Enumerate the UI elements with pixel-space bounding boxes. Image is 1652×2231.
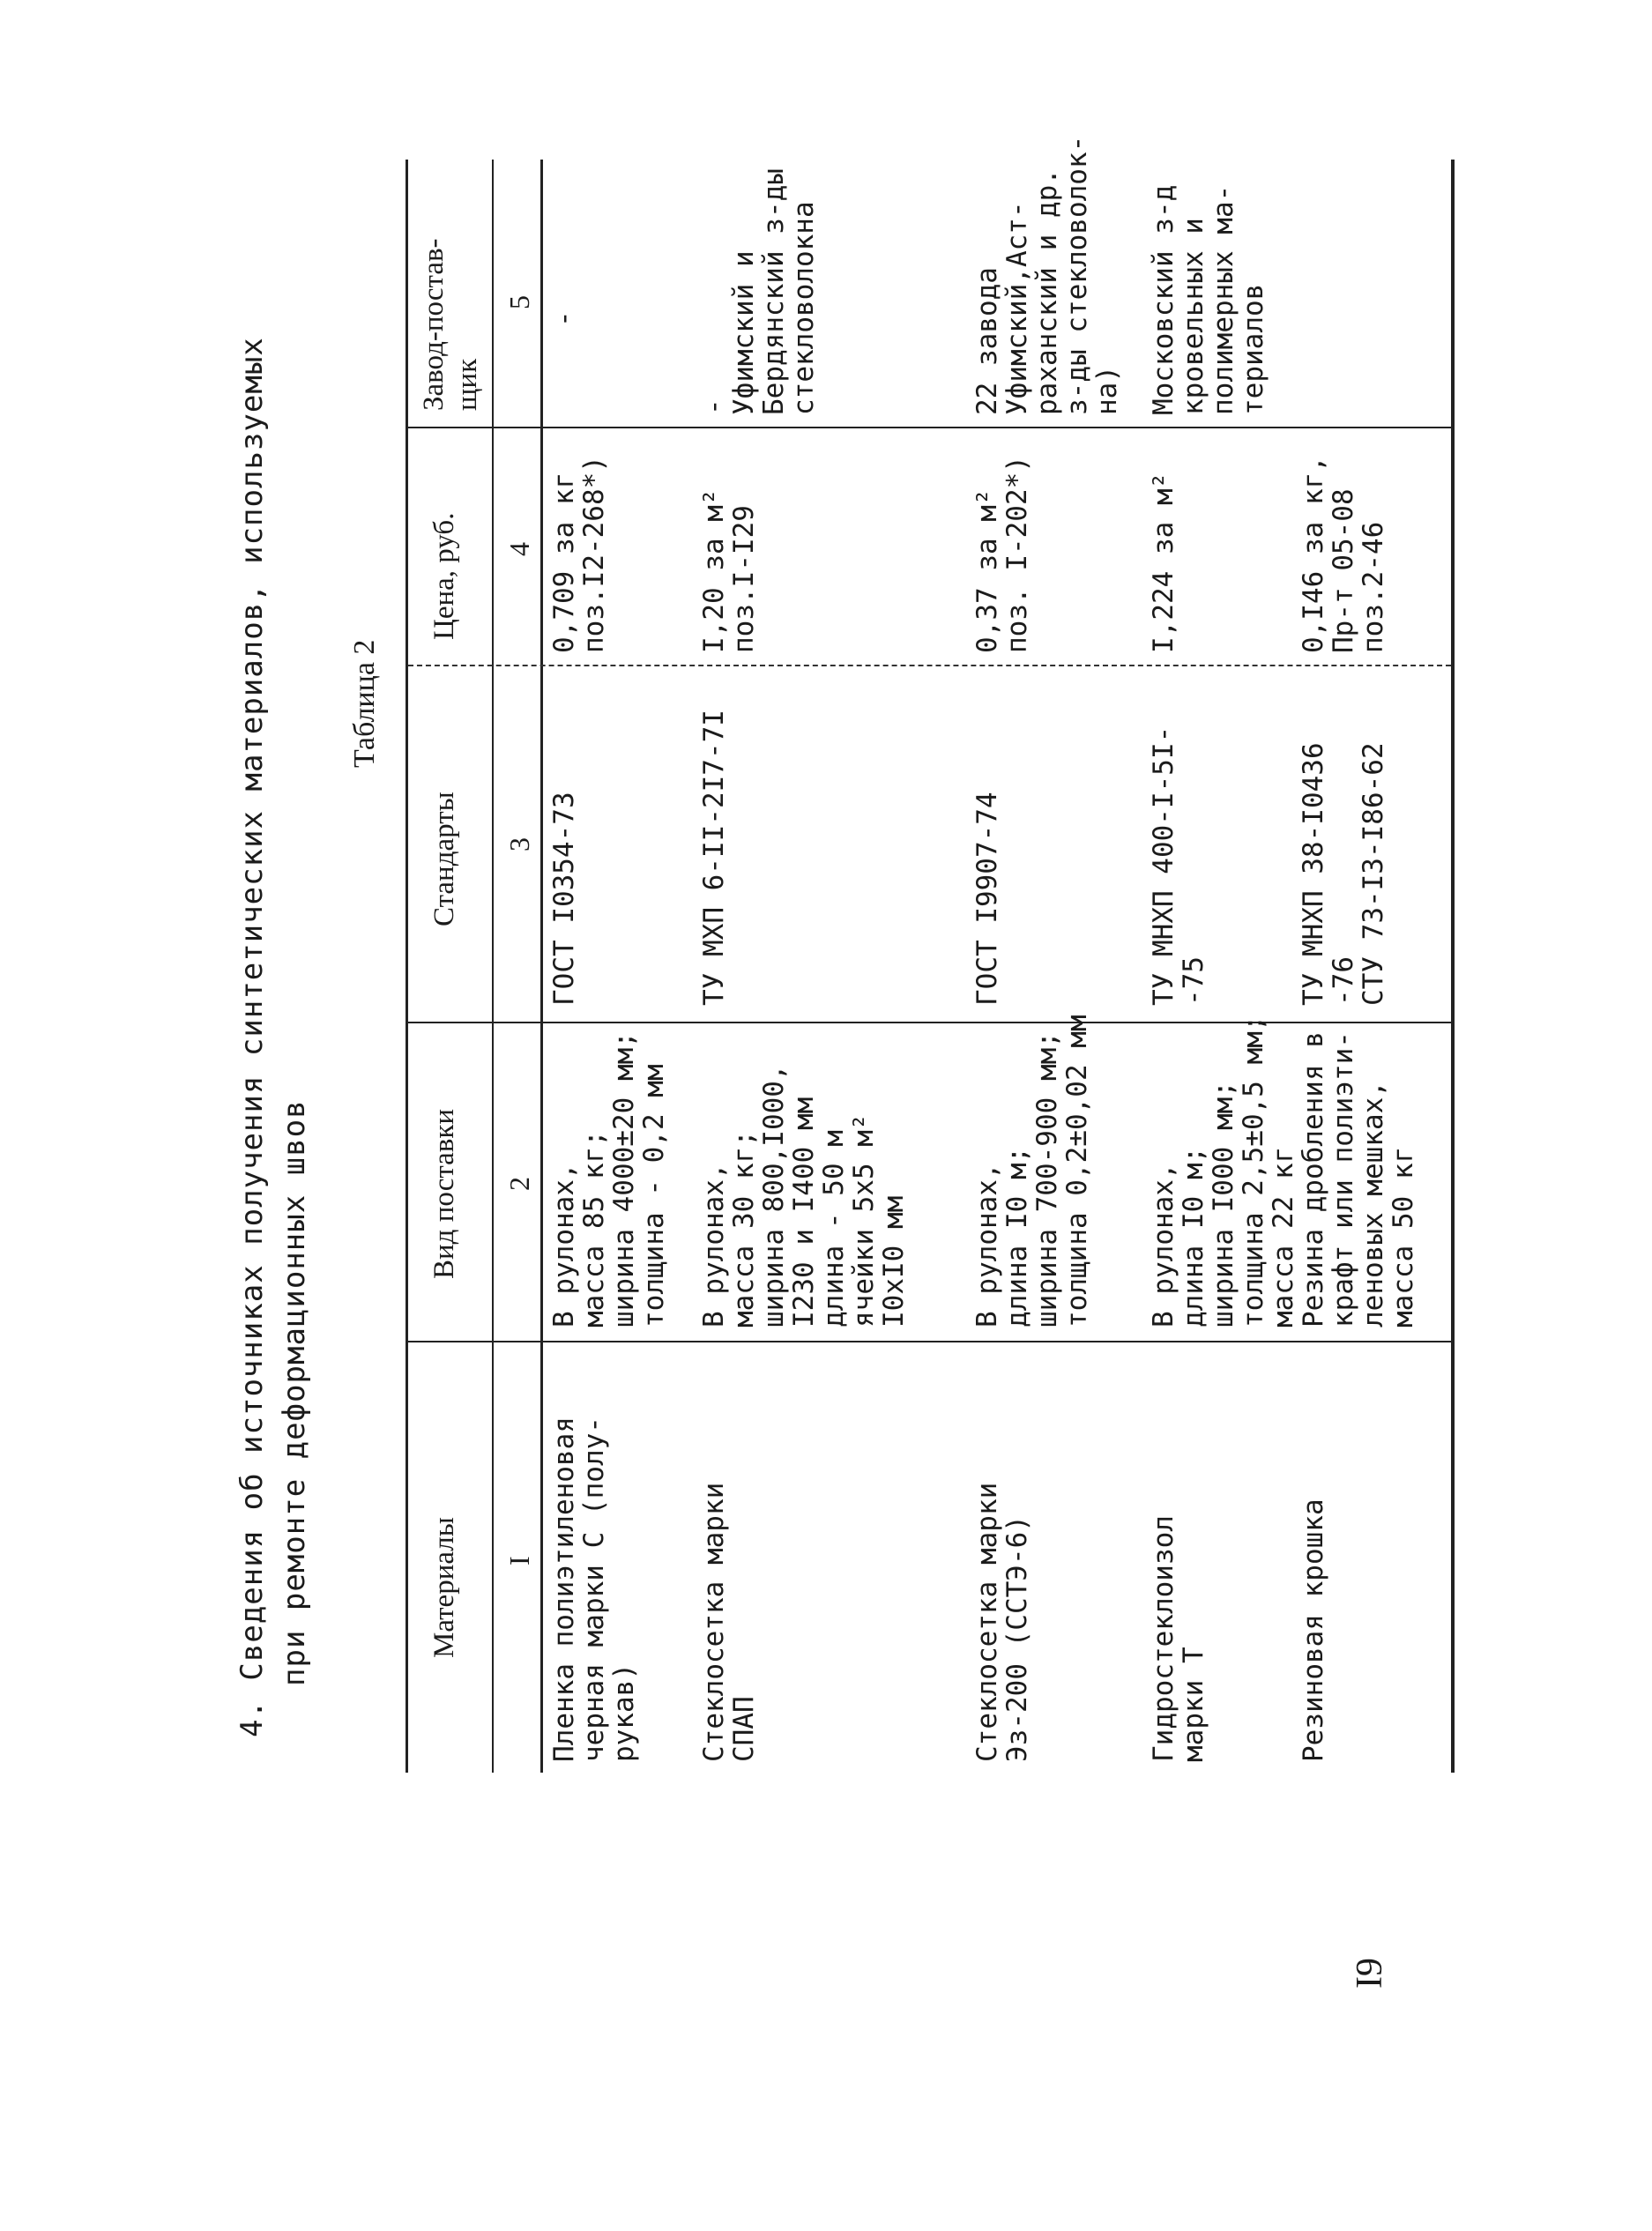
row4-price: I,224 за м² bbox=[1148, 472, 1179, 653]
row3-standard: ГОСТ I9907-74 bbox=[971, 792, 1003, 1006]
row1-supplier: - bbox=[548, 310, 580, 327]
header-price: Цена, руб. bbox=[428, 512, 460, 640]
header-materials: Материалы bbox=[428, 1517, 460, 1658]
column-divider bbox=[408, 1341, 1451, 1342]
header-standards: Стандарты bbox=[428, 792, 460, 926]
header-supplier: Завод-постав- щик bbox=[418, 238, 483, 411]
column-number: 3 bbox=[503, 837, 535, 851]
row4-supplier: Московский з-д кровельных и полимерных ма- териалов bbox=[1148, 184, 1269, 415]
heading-line-1: 4. Сведения об источниках получения синтетических материалов, используемых bbox=[234, 337, 270, 1737]
heading-line-2: при ремонте деформационных швов bbox=[277, 1099, 312, 1686]
row4-material: Гидростеклоизол марки Т bbox=[1148, 1515, 1209, 1762]
row5-supply: Резина дробления в крафт или полиэти- леновых мешках, масса 50 кг bbox=[1298, 1031, 1419, 1327]
row2-supply: В рулонах, масса 30 кг; ширина 800,I000, I230 и I400 мм длина - 50 м ячейки 5х5 м² I0хI0 мм bbox=[698, 1064, 910, 1327]
row1-material: Пленка полиэтиленовая черная марки С (полу- рукав) bbox=[548, 1417, 640, 1762]
header-divider bbox=[492, 160, 494, 1773]
column-number: 5 bbox=[503, 295, 535, 309]
row1-supply: В рулонах, масса 85 кг; ширина 4000±20 мм; толщина - 0,2 мм bbox=[548, 1031, 670, 1327]
row4-standard: ТУ МНХП 400-I-5I- -75 bbox=[1148, 725, 1209, 1006]
row3-price: 0,37 за м² поз. I-202*) bbox=[971, 456, 1033, 653]
row5-standard: ТУ МНХП 38-I0436 -76 СТУ 73-I3-I86-62 bbox=[1298, 742, 1389, 1006]
row2-material: Стеклосетка марки СПАП bbox=[698, 1482, 760, 1762]
row2-standard: ТУ МХП 6-II-2I7-7I bbox=[698, 710, 730, 1006]
row5-material: Резиновая крошка bbox=[1298, 1498, 1329, 1762]
row5-price: 0,I46 за кг, Пр-т 05-08 поз.2-46 bbox=[1298, 456, 1389, 653]
row2-price: I,20 за м² поз.I-I29 bbox=[698, 488, 760, 653]
row4-supply: В рулонах, длина I0 м; ширина I000 мм; толщина 2,5±0,5 мм; масса 22 кг bbox=[1148, 1015, 1299, 1327]
column-divider bbox=[408, 665, 1451, 666]
column-number: I bbox=[503, 1556, 535, 1565]
column-number: 2 bbox=[503, 1177, 535, 1191]
column-number: 4 bbox=[503, 542, 535, 556]
number-row-divider bbox=[540, 160, 543, 1773]
row1-price: 0,709 за кг поз.I2-268*) bbox=[548, 456, 610, 653]
page-number: I9 bbox=[1350, 1958, 1390, 1989]
materials-table bbox=[406, 135, 1455, 1773]
section-heading bbox=[231, 337, 316, 1737]
table-caption: Таблица 2 bbox=[348, 639, 381, 768]
row1-standard: ГОСТ I0354-73 bbox=[548, 792, 580, 1006]
row3-supply: В рулонах, длина I0 м; ширина 700-900 мм; толщина 0,2±0,02 мм bbox=[971, 1015, 1093, 1327]
row3-material: Стеклосетка марки Эз-200 (ССТЭ-6) bbox=[971, 1482, 1033, 1762]
column-divider bbox=[408, 427, 1451, 428]
header-supply: Вид поставки bbox=[428, 1108, 460, 1279]
row2-supplier: - Уфимский и Бердянский з-ды стекловолокна bbox=[698, 168, 820, 415]
row3-supplier: 22 завода Уфимский,Аст- раханский и др. з-ды стекловолок- на) bbox=[971, 135, 1123, 415]
